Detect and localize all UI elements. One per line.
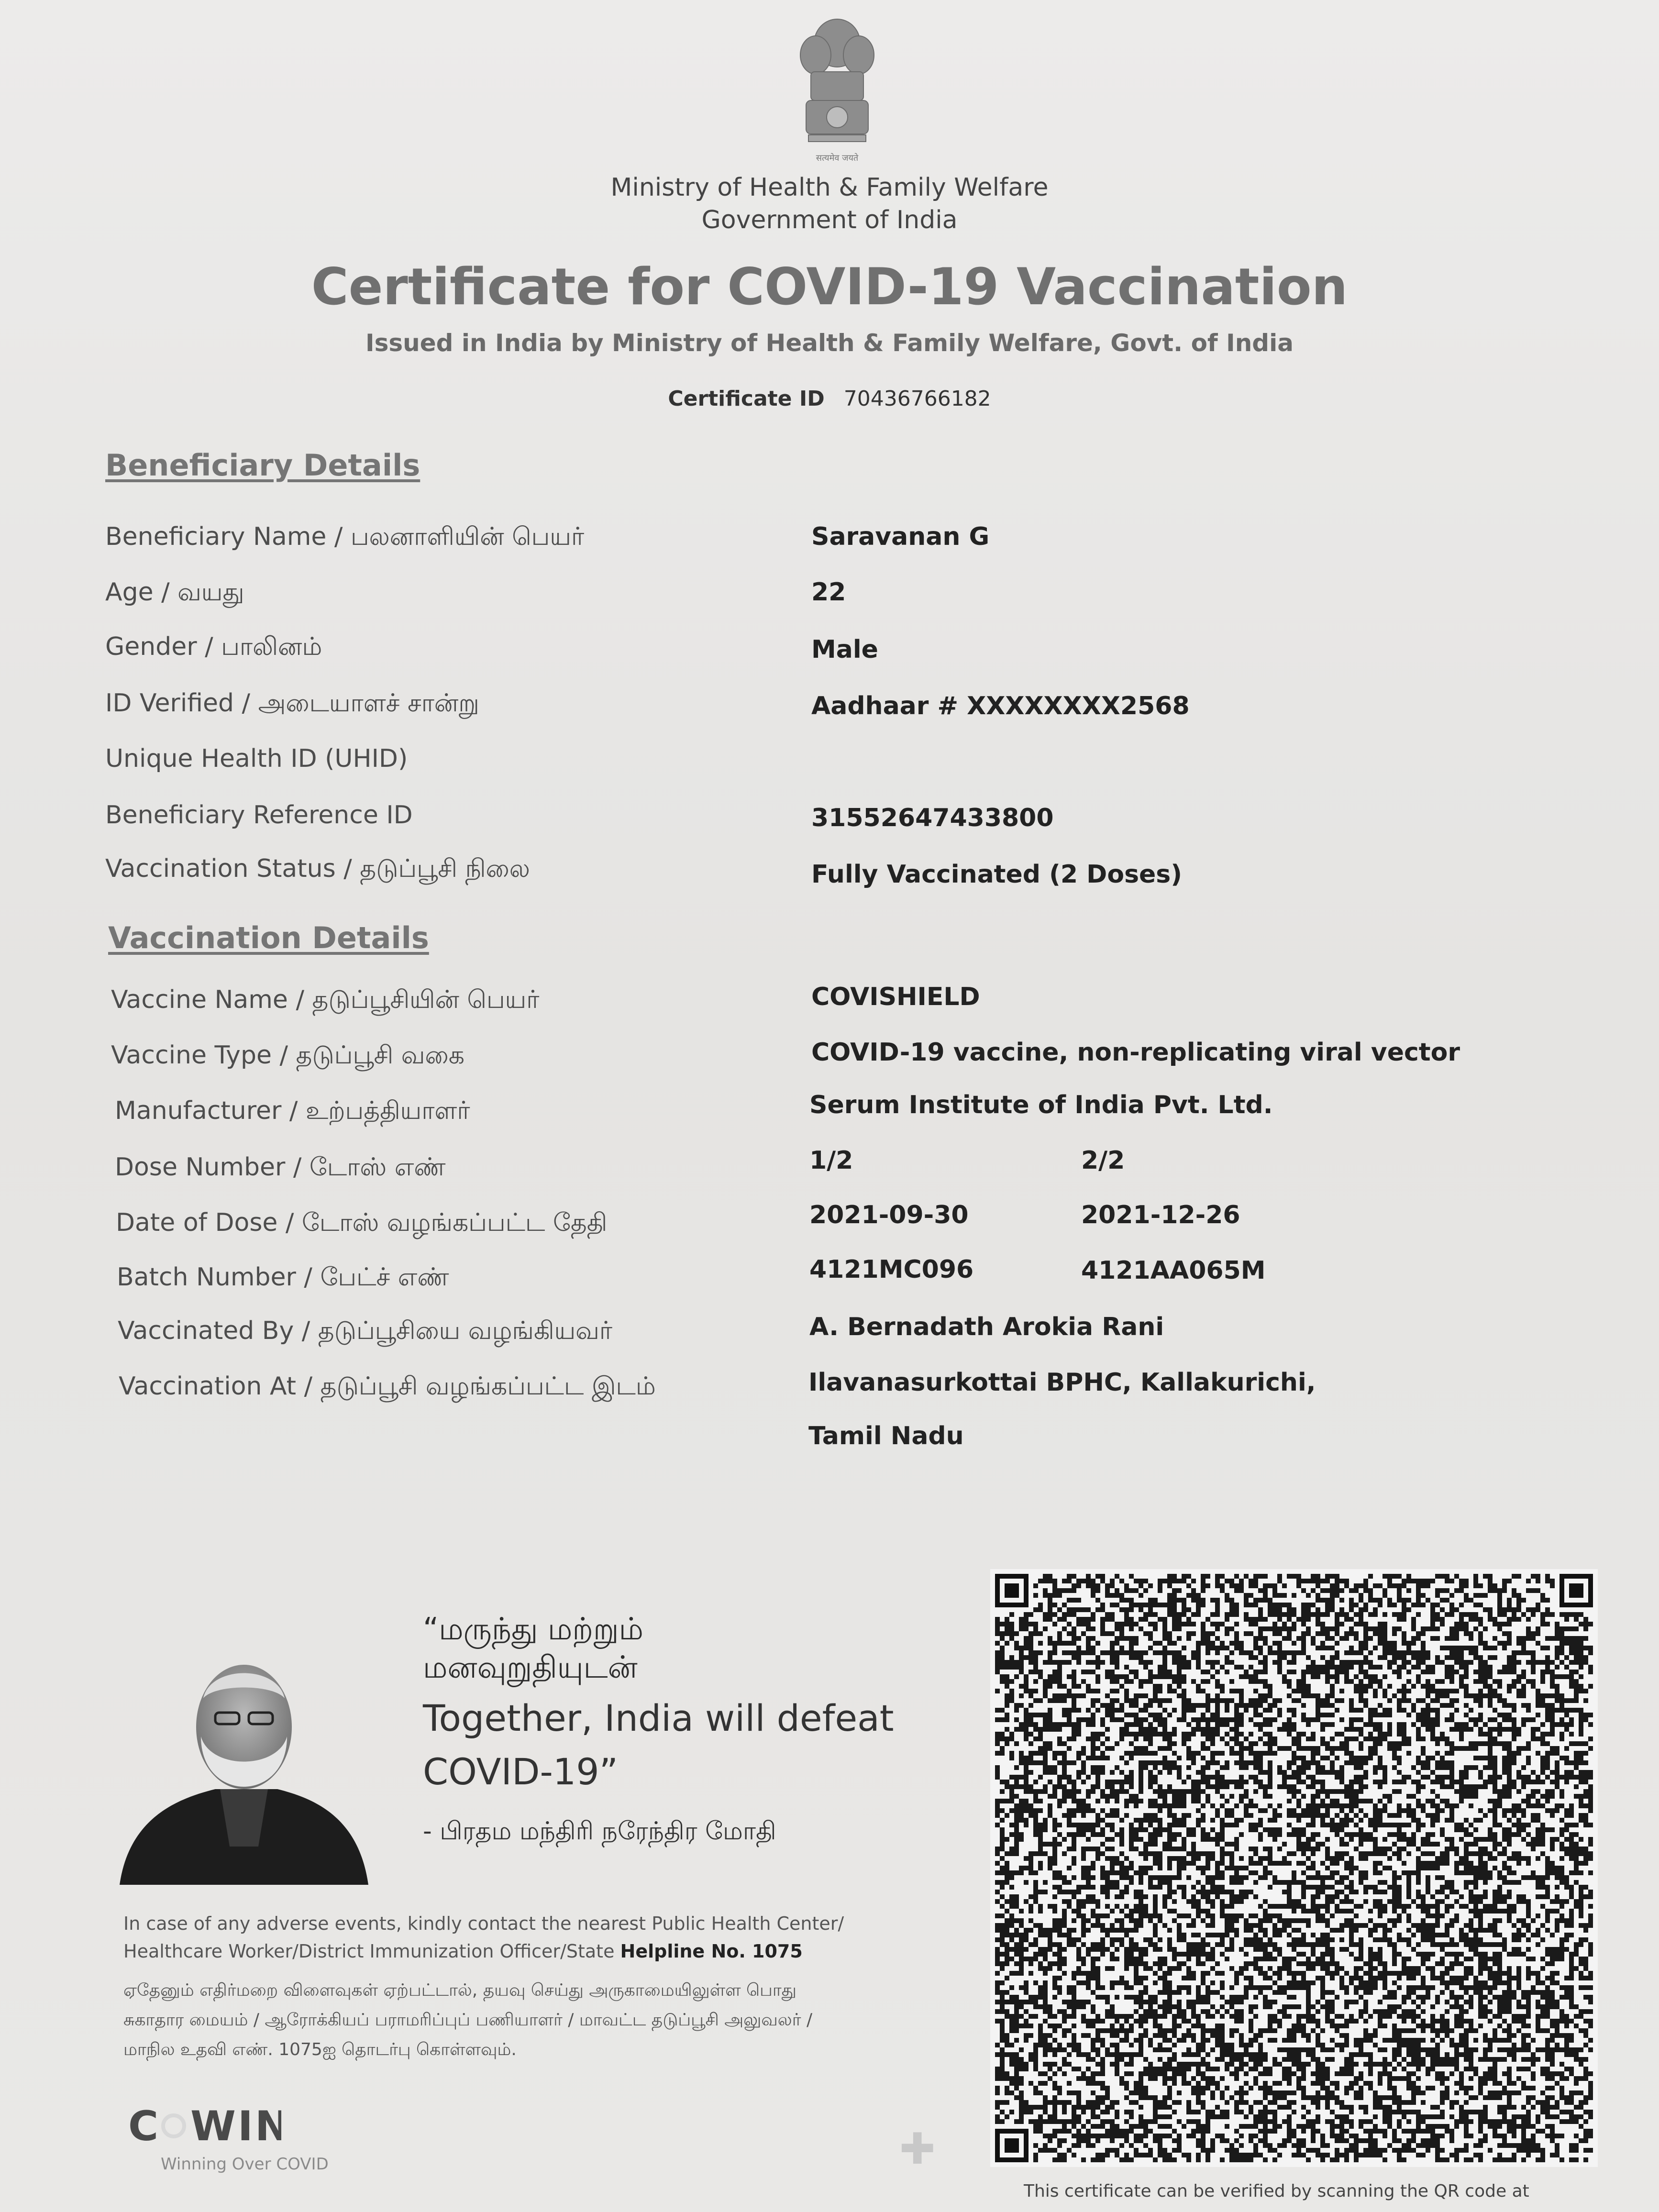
vaccinated-by-value: A. Bernadath Arokia Rani [809,1313,1164,1341]
vaccinated-at-label: Vaccination At / தடுப்பூசி வழங்கப்பட்ட இடம் [119,1372,656,1401]
national-emblem [789,10,885,167]
advisory-tamil-line1: ஏதேனும் எதிர்மறை விளைவுகள் ஏற்பட்டால், தயவு செய்து அருகாமையிலுள்ள பொது [123,1980,796,2000]
certificate-id-value: 70436766182 [843,387,991,411]
vaccine-name-value: COVISHIELD [811,983,980,1011]
portrait-image [120,1646,368,1885]
dose-1-date: 2021-09-30 [809,1201,969,1229]
batch-number-label: Batch Number / பேட்ச் எண் [117,1263,449,1292]
dose-1-number: 1/2 [809,1146,853,1175]
id-verified-label: ID Verified / அடையாளச் சான்று [105,689,479,718]
id-verified-value: Aadhaar # XXXXXXXX2568 [811,692,1190,720]
dose-2-number: 2/2 [1081,1146,1125,1175]
cowin-logo-icon [128,2100,281,2148]
portrait-icon [120,1646,368,1885]
manufacturer-label: Manufacturer / உற்பத்தியாளர் [115,1096,470,1125]
advisory-english [123,1910,937,1965]
vaccine-type-label: Vaccine Type / தடுப்பூசி வகை [111,1041,465,1070]
dose-2-date: 2021-12-26 [1081,1201,1240,1229]
plus-icon: ✚ [899,2124,936,2174]
beneficiary-name-label: Beneficiary Name / பலனாளியின் பெயர் [105,522,585,551]
dose-2-batch: 4121AA065M [1081,1256,1266,1285]
advisory-tamil-line2: சுகாதார மையம் / ஆரோக்கியப் பராமரிப்புப் பணியாளர் / மாவட்ட தடுப்பூசி அலுவலர் / [123,2010,813,2030]
helpline-number: Helpline No. 1075 [620,1941,803,1962]
cowin-logo [128,2100,281,2157]
vaccinated-at-line1: Ilavanasurkottai BPHC, Kallakurichi, [808,1368,1316,1397]
advisory-tamil-line3: மாநில உதவி எண். 1075ஐ தொடர்பு கொள்ளவும். [123,2040,517,2059]
emblem-icon [789,10,885,167]
gender-label: Gender / பாலினம் [105,632,322,661]
uhid-label: Unique Health ID (UHID) [105,744,408,773]
vaccination-status-label: Vaccination Status / தடுப்பூசி நிலை [105,854,530,883]
dose-1-batch: 4121MC096 [809,1255,974,1284]
quote-tamil [423,1610,643,1687]
advisory-english-line2-text: Healthcare Worker/District Immunization Officer/State [123,1941,620,1962]
dose-number-label: Dose Number / டோஸ் எண் [115,1153,446,1182]
dose-date-label: Date of Dose / டோஸ் வழங்கப்பட்ட தேதி [116,1208,608,1237]
advisory-tamil [123,1976,937,2065]
emblem-motto: सत्यमेव जयते [816,153,859,163]
qr-verification-note: This certificate can be verified by scanning the QR code at [1024,2181,1529,2201]
quote-english-line2: COVID-19” [423,1750,618,1793]
reference-id-value: 31552647433800 [811,804,1054,832]
ministry-name: Ministry of Health & Family Welfare [610,173,1049,202]
quote-tamil-line1: “மருந்து மற்றும் [423,1612,643,1647]
certificate-title: Certificate for COVID-19 Vaccination [311,257,1348,316]
certificate-id-label: Certificate ID [668,387,825,411]
quote-english-line1: Together, India will defeat [423,1697,894,1739]
beneficiary-heading: Beneficiary Details [105,448,420,483]
quote-attribution: - பிரதம மந்திரி நரேந்திர மோதி [423,1817,776,1846]
qr-code-icon [990,1569,1598,2167]
age-label: Age / வயது [105,578,244,607]
advisory-english-line1: In case of any adverse events, kindly contact the nearest Public Health Center/ [123,1913,844,1934]
vaccination-heading: Vaccination Details [108,920,429,955]
reference-id-label: Beneficiary Reference ID [105,801,413,830]
advisory-english-line2 [123,1937,937,1965]
vaccine-type-value: COVID-19 vaccine, non-replicating viral vector [811,1038,1460,1067]
certificate-id [0,387,1659,411]
vaccination-status-value: Fully Vaccinated (2 Doses) [811,860,1182,889]
qr-code [990,1569,1598,2167]
issued-by: Issued in India by Ministry of Health & Family Welfare, Govt. of India [365,329,1294,357]
quote-english [423,1692,894,1799]
vaccinated-at-line2: Tamil Nadu [808,1422,964,1450]
age-value: 22 [811,578,846,607]
vaccine-name-label: Vaccine Name / தடுப்பூசியின் பெயர் [111,985,540,1014]
gender-value: Male [811,635,878,664]
manufacturer-value: Serum Institute of India Pvt. Ltd. [809,1091,1273,1119]
svg-text:WIN: WIN [190,2102,281,2148]
quote-tamil-line2: மனவுறுதியுடன் [423,1650,638,1685]
vaccinated-by-label: Vaccinated By / தடுப்பூசியை வழங்கியவர் [118,1316,613,1345]
beneficiary-name-value: Saravanan G [811,522,990,551]
cowin-tagline: Winning Over COVID [161,2155,329,2174]
svg-text:C: C [128,2102,161,2148]
government-name: Government of India [701,206,958,234]
